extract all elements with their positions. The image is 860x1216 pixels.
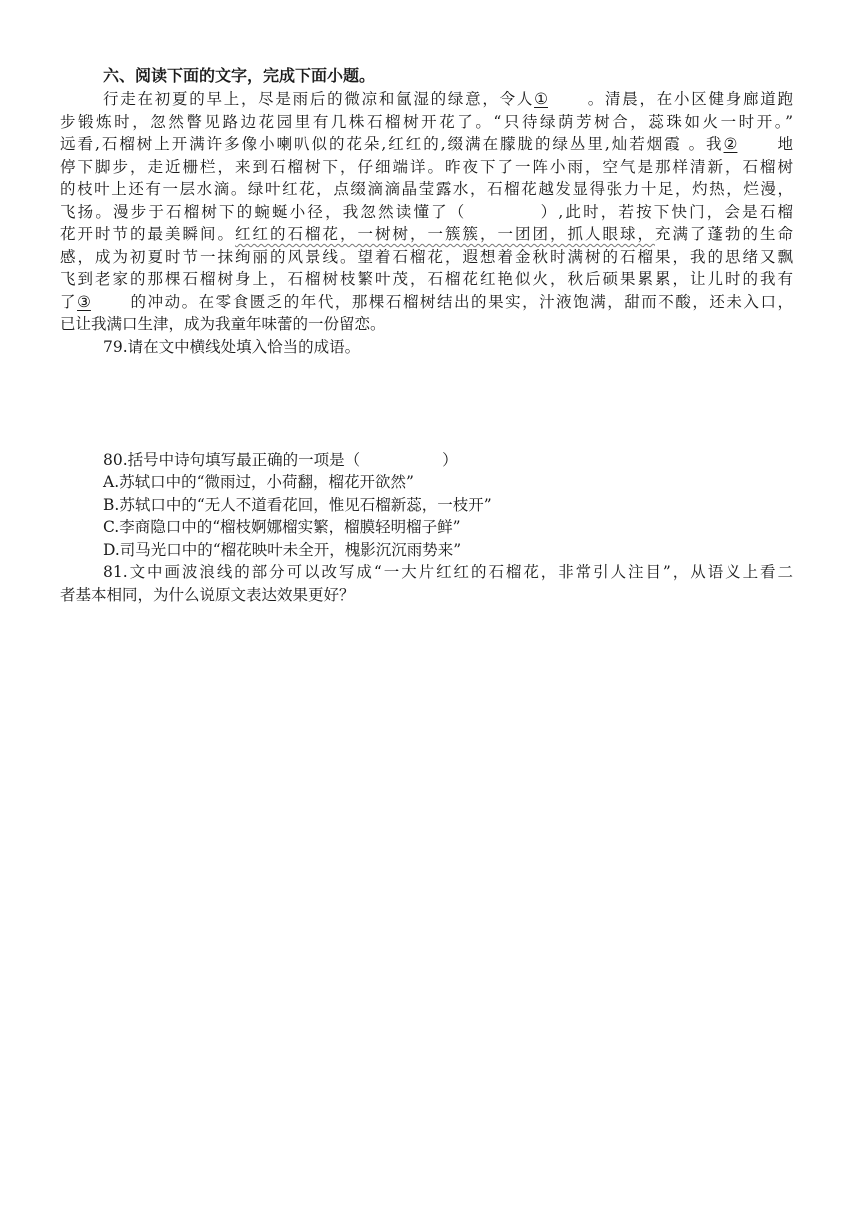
passage-text: 的冲动。在零食匮乏的年代，那棵石榴树结出的果实，汁液饱满，甜而不酸，还未入口， — [129, 293, 793, 311]
passage-text: 了 — [60, 293, 78, 311]
passage-line-4: 停下脚步，走近栅栏，来到石榴树下，仔细端详。昨夜下了一阵小雨，空气是那样清新，石榴树 — [60, 158, 793, 176]
passage-line-1 — [103, 88, 793, 110]
passage-line-2: 步锻炼时，忽然瞥见路边花园里有几株石榴树开花了。“只待绿荫芳树合，蕊珠如火一时开。” — [60, 113, 793, 131]
option-d: D.司马光口中的“榴花映叶未全开，槐影沉沉雨势来” — [103, 541, 462, 559]
question-text: ） — [442, 451, 458, 469]
blank-2: ② — [723, 135, 738, 153]
passage-text: ,此时，若按下快门，会是石榴 — [558, 203, 793, 221]
passage-text: 远看,石榴树上开满许多像小喇叭似的花朵,红红的,缀满在朦胧的绿丛里,灿若烟霞 。我 — [60, 135, 724, 153]
passage-line-3 — [60, 133, 793, 155]
passage-line-6 — [60, 201, 793, 223]
blank-1: ① — [534, 90, 548, 108]
option-b: B.苏轼口中的“无人不道看花回，惟见石榴新蕊，一枝开” — [103, 496, 492, 514]
blank-3: ③ — [77, 293, 91, 311]
passage-text: 充满了蓬勃的生命 — [654, 225, 793, 243]
wavy-underlined-text: 红红的石榴花，一树树，一簇簇，一团团，抓人眼球， — [235, 225, 655, 243]
passage-text: 行走在初夏的早上，尽是雨后的微凉和氤湿的绿意，令人 — [103, 90, 535, 108]
passage-text: 。清晨，在小区健身廊道跑 — [586, 90, 793, 108]
passage-text: 花开时节的最美瞬间。 — [60, 225, 235, 243]
passage-line-5: 的枝叶上还有一层水滴。绿叶红花，点缀滴滴晶莹露水，石榴花越发显得张力十足，灼热，烂漫， — [60, 180, 793, 198]
passage-line-9: 飞到老家的那棵石榴树身上，石榴树枝繁叶茂，石榴花红艳似火，秋后硕果累累，让儿时的我有 — [60, 270, 793, 288]
question-80-stem — [103, 449, 458, 471]
question-79: 79.请在文中横线处填入恰当的成语。 — [103, 338, 361, 356]
passage-text: 地 — [775, 135, 793, 153]
question-text: 80.括号中诗句填写最正确的一项是（ — [103, 451, 361, 469]
passage-text: ） — [538, 203, 559, 221]
option-c: C.李商隐口中的“榴枝婀娜榴实繁，榴膜轻明榴子鲜” — [103, 518, 461, 536]
passage-line-7 — [60, 223, 793, 245]
section-title: 六、阅读下面的文字，完成下面小题。 — [103, 66, 376, 85]
passage-line-10 — [60, 291, 793, 313]
passage-text: 飞扬。漫步于石榴树下的蜿蜒小径，我忽然读懂了（ — [60, 203, 467, 221]
passage-line-11: 已让我满口生津，成为我童年味蕾的一份留恋。 — [60, 315, 386, 333]
question-81-line-2: 者基本相同，为什么说原文表达效果更好？ — [60, 586, 355, 604]
passage-line-8: 感，成为初夏时节一抹绚丽的风景线。望着石榴花，遐想着金秋时满树的石榴果，我的思绪又飘 — [60, 248, 793, 266]
question-81-line-1: 81.文中画波浪线的部分可以改写成“一大片红红的石榴花，非常引人注目”，从语义上看二 — [103, 563, 793, 581]
option-a: A.苏轼口中的“微雨过，小荷翻，榴花开欲然” — [103, 473, 414, 491]
